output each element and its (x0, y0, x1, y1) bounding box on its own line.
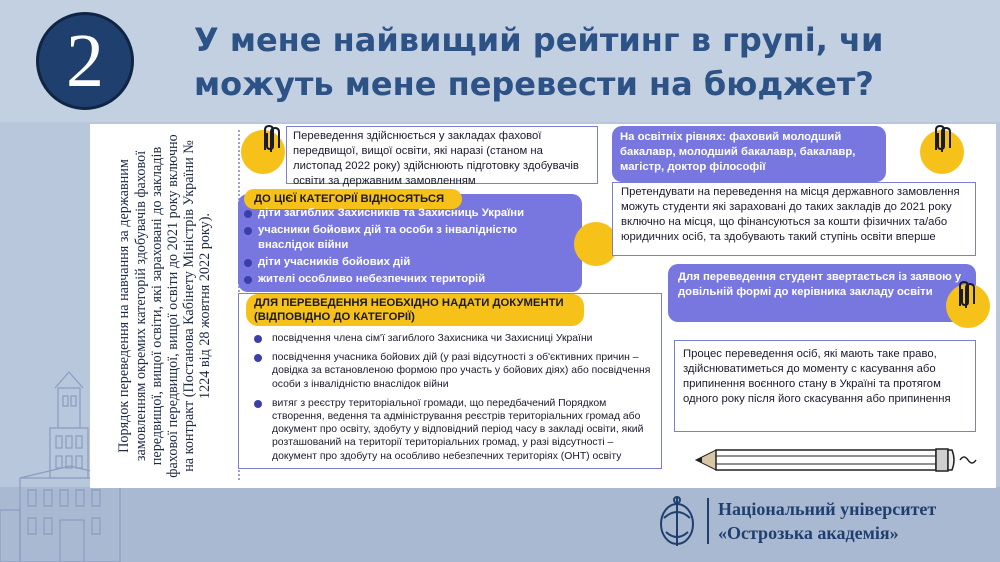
vertical-note-container (92, 126, 238, 486)
logo-divider (707, 498, 709, 544)
university-name-line1: Національний університет (718, 499, 937, 519)
list-item: посвідчення члена сім'ї загиблого Захисника чи Захисниці України (254, 332, 658, 345)
list-item: жителі особливо небезпечних територій (244, 272, 574, 287)
categories-list (244, 206, 574, 289)
university-name-line2: «Острозька академія» (718, 523, 899, 543)
slide-title: У мене найвищий рейтинг в групі, чи можуть мене перевести на бюджет? (194, 21, 884, 103)
process-box: Процес переведення осіб, які мають таке право, здійснюватиметься до моменту с касування або припинення воєнного стану в Україні та протягом одного року після його скасування або припинення (674, 340, 976, 432)
paperclip-icon (257, 124, 283, 154)
paperclip-icon (952, 280, 978, 310)
transfer-info-box: Переведення здійснюється у закладах фахової передвищої, вищої освіти, які наразі (станом на листопад 2022 року) здійснюють підготовку здобувачів освіти за державним замовленням (286, 126, 598, 184)
list-item: учасники бойових дій та особи з інвалідністю внаслідок війни (244, 223, 574, 253)
categories-heading: ДО ЦІЄЇ КАТЕГОРІЇ ВІДНОСЯТЬСЯ (244, 189, 462, 209)
list-item: витяг з реєстру територіальної громади, що передбачений Порядком створення, ведення та адміністрування реєстрів територіальних громад або документ про освіту, здобуту у відповідний період часу в закладі освіти, який розташований на території територіальних громад, у разі відсутності – документ про здобуту на особливо небезпечних територіях (ОНТ) освіту (254, 397, 658, 463)
slide-number-badge: 2 (36, 12, 134, 110)
eligibility-box: Претендувати на переведення на місця державного замовлення можуть студенти які зараховані до таких закладів до 2021 року включно на місця, що фінансуються за кошти фізичних та/або юридичних осіб, та здобувають такий ступінь освіти вперше (612, 182, 976, 256)
paperclip-icon (928, 124, 954, 154)
documents-list (254, 332, 658, 469)
pencil-icon (694, 440, 984, 480)
list-item: посвідчення учасника бойових дій (у разі відсутності з об'єктивних причин – довідка за встановленою формою про участь у бойових діях) або посвідчення особи з інвалідністю внаслідок війни (254, 351, 658, 391)
university-logo-icon (654, 492, 700, 550)
list-item: діти загиблих Захисників та Захисниць України (244, 206, 574, 221)
application-box: Для переведення студент звертається із заявою у довільній формі до керівника закладу освіти (668, 264, 976, 322)
education-levels-box: На освітніх рівнях: фаховий молодший бакалавр, молодший бакалавр, бакалавр, магістр, доктор філософії (612, 126, 886, 182)
vertical-note: Порядок переведення на навчання за державним замовленням окремих категорій здобувачів фахової передвищої, вищої освіти, які зараховані до закладів фахової передвищої, вищої освіти до 2021 року включно на контракт (Постанова Кабінету Міністрів України № 1224 від 28 жовтня 2022 року). (116, 134, 214, 478)
list-item: діти учасників бойових дій (244, 255, 574, 270)
documents-heading: ДЛЯ ПЕРЕВЕДЕННЯ НЕОБХІДНО НАДАТИ ДОКУМЕНТИ (ВІДПОВІДНО ДО КАТЕГОРІЇ) (246, 294, 584, 326)
